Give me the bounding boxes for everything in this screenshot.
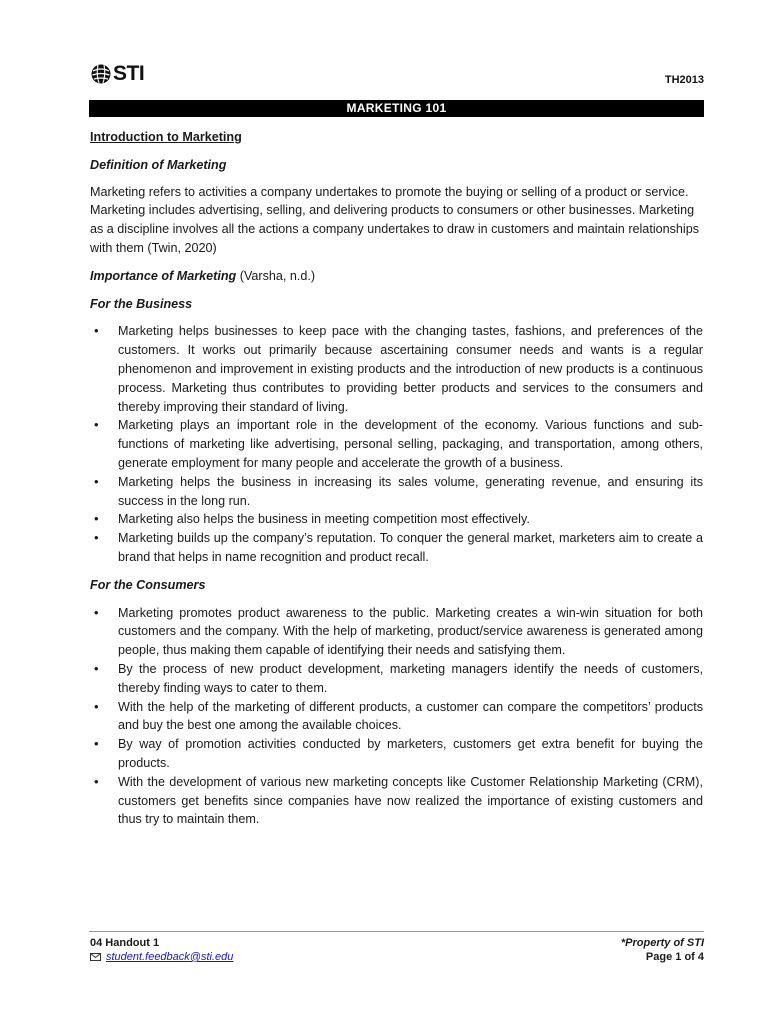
importance-line [90, 267, 703, 286]
business-heading: For the Business [90, 296, 193, 311]
envelope-icon [90, 953, 101, 961]
list-item: • Marketing plays an important role in the development of the economy. Various functions and sub-functions of marketing like advertising, personal selling, packaging, and transportation, among others, generate employment for many people and accelerate the growth of a business. [90, 416, 703, 472]
page-number: Page 1 of 4 [645, 951, 704, 963]
sti-globe-icon [90, 63, 112, 85]
list-item: • Marketing helps businesses to keep pace with the changing tastes, fashions, and preferences of the customers. It works out primarily because ascertaining consumer needs and wants is a regular phenomenon and improvement in existing products and the introduction of new products is a continuous process. Marketing thus contributes to providing better products and services to the consumers and thereby improving their standard of living. [90, 322, 703, 416]
importance-citation: (Varsha, n.d.) [236, 268, 316, 283]
definition-heading: Definition of Marketing [90, 157, 227, 172]
list-item: • By way of promotion activities conducted by marketers, customers get extra benefit for buying the products. [90, 735, 703, 773]
list-item: • With the development of various new marketing concepts like Customer Relationship Marketing (CRM), customers get benefits since companies have now realized the importance of existing customers and thus try to maintain them. [90, 773, 703, 829]
list-item: • Marketing builds up the company’s reputation. To conquer the general market, marketers aim to create a brand that helps in name recognition and product recall. [90, 529, 703, 567]
document-code: TH2013 [664, 74, 704, 86]
business-bullet-list [90, 322, 703, 566]
list-item: • Marketing also helps the business in meeting competition most effectively. [90, 510, 703, 529]
logo-text: STI [113, 62, 145, 85]
list-item: • Marketing helps the business in increasing its sales volume, generating revenue, and ensuring its success in the long run. [90, 473, 703, 511]
list-item: • With the help of the marketing of different products, a customer can compare the competitors’ products and buy the best one among the available choices. [90, 698, 703, 736]
property-notice: *Property of STI [620, 937, 704, 949]
handout-label: 04 Handout 1 [90, 937, 160, 949]
consumers-bullet-list [90, 604, 703, 830]
document-body [90, 128, 703, 829]
email-row [90, 950, 233, 964]
consumers-heading: For the Consumers [90, 577, 206, 592]
sti-logo [90, 62, 144, 86]
feedback-email-link[interactable]: student.feedback@sti.edu [106, 951, 234, 963]
definition-paragraph: Marketing refers to activities a company undertakes to promote the buying or selling of a product or service. Marketing includes advertising, selling, and delivering products to consumers or other businesses. Marketing as a discipline involves all the actions a company undertakes to draw in customers and maintain relationships with them (Twin, 2020) [90, 184, 700, 255]
footer-right [621, 936, 704, 964]
intro-heading: Introduction to Marketing [90, 130, 242, 144]
title-bar: MARKETING 101 [89, 100, 704, 117]
footer-left [90, 936, 233, 964]
list-item: • By the process of new product development, marketing managers identify the needs of customers, thereby finding ways to cater to them. [90, 660, 703, 698]
footer-divider [89, 931, 704, 932]
importance-heading: Importance of Marketing [90, 268, 237, 283]
list-item: • Marketing promotes product awareness to the public. Marketing creates a win-win situation for both customers and the company. With the help of marketing, product/service awareness is generated among people, thus making them capable of identifying their needs and satisfying them. [90, 604, 703, 660]
